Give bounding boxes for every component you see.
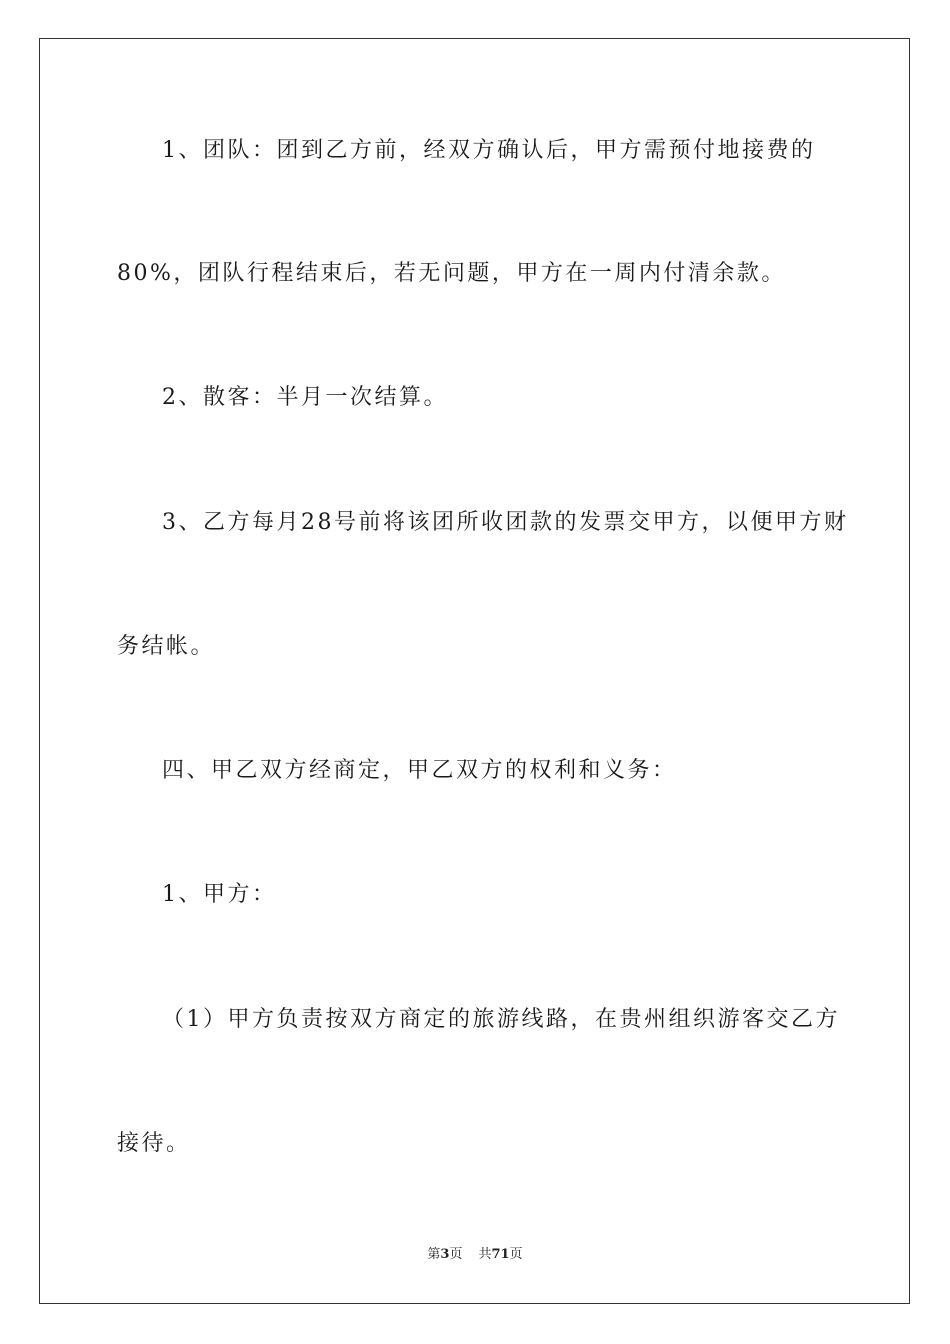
- page-prefix: 第: [427, 1247, 441, 1262]
- subheading-party-a: 1、甲方：: [162, 882, 277, 907]
- total-pages-number: 71: [491, 1247, 510, 1262]
- paragraph-line-5: 务结帐。: [117, 634, 216, 659]
- paragraph-line-2: 80%，团队行程结束后，若无问题，甲方在一周内付清余款。: [117, 261, 786, 286]
- page-current-number: 3: [440, 1247, 450, 1262]
- paragraph-line-3: 2、散客：半月一次结算。: [162, 385, 448, 410]
- paragraph-line-8: （1）甲方负责按双方商定的旅游线路，在贵州组织游客交乙方: [162, 1007, 840, 1032]
- page-suffix: 页: [449, 1247, 463, 1262]
- paragraph-line-4: 3、乙方每月28号前将该团所收团款的发票交甲方，以便甲方财: [162, 510, 849, 535]
- page-footer: [0, 1245, 950, 1265]
- total-suffix: 页: [509, 1247, 523, 1262]
- total-prefix: 共: [478, 1247, 492, 1262]
- paragraph-line-1: 1、团队：团到乙方前，经双方确认后，甲方需预付地接费的: [162, 138, 816, 163]
- section-heading-rights-obligations: 四、甲乙双方经商定，甲乙双方的权利和义务：: [162, 758, 677, 783]
- page-border: [39, 38, 910, 1304]
- paragraph-line-9: 接待。: [117, 1131, 191, 1156]
